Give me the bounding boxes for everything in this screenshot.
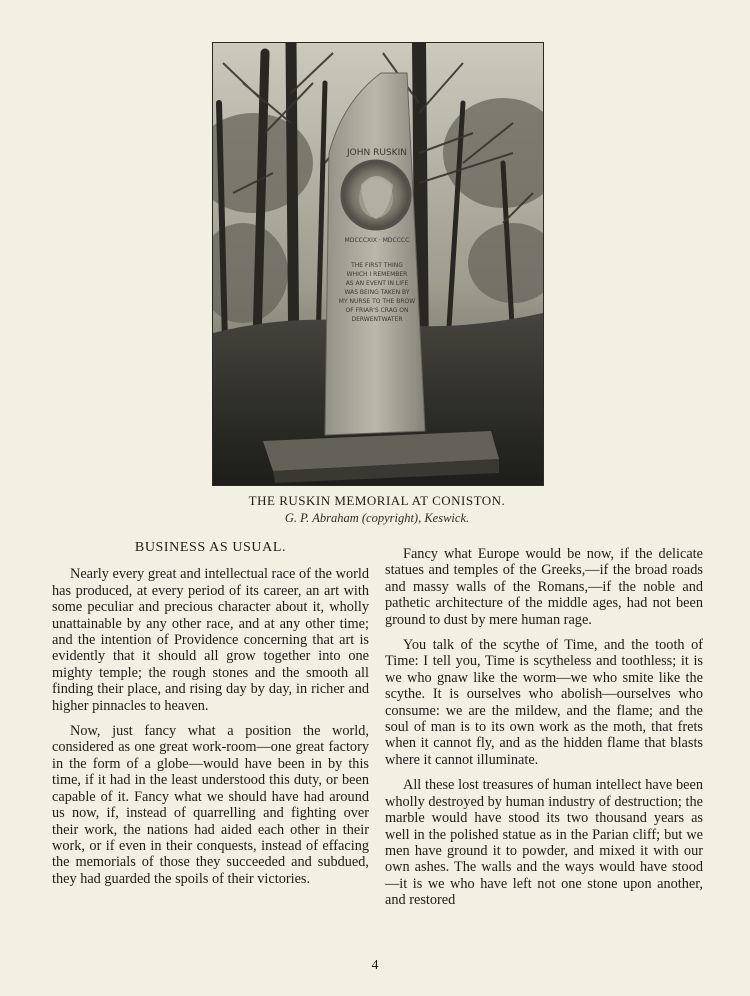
caption-title: THE RUSKIN MEMORIAL AT CONISTON.: [248, 493, 506, 508]
article-paragraph: Fancy what Europe would be now, if the delicate statues and temples of the Greeks,—if the broad roads and massy walls of the Romans,—if the noble and pathetic architecture of the middle ages, had not been ground to dust by mere human rage.: [385, 546, 703, 628]
monument-inscription-line: AS AN EVENT IN LIFE: [345, 280, 409, 287]
monument-inscription-line: MY NURSE TO THE BROW: [338, 298, 416, 305]
photo-caption: [212, 493, 542, 526]
monument-inscription-line: DERWENTWATER: [351, 316, 403, 323]
monument-inscription-line: OF FRIAR'S CRAG ON: [345, 307, 409, 314]
monument-inscription-line: THE FIRST THING: [351, 262, 403, 269]
photo-illustration: [213, 43, 543, 485]
monument-dates-inscription: MDCCCXIX · MDCCCC: [344, 237, 410, 244]
article-paragraph: You talk of the scythe of Time, and the tooth of Time: I tell you, Time is scytheless and toothless; it is we who gnaw like the worm—we who smite like the scythe. It is ourselves who abolish—ourselves who consume: we are the mildew, and the flame; and the soul of man is to its own work as the moth, that frets when it cannot fly, and as the hidden flame that blasts where it cannot illuminate.: [385, 637, 703, 768]
monument-name-inscription: JOHN RUSKIN: [347, 148, 407, 158]
monument-inscription-line: WAS BEING TAKEN BY: [344, 289, 410, 296]
article-paragraph: All these lost treasures of human intellect have been wholly destroyed by human industry of destruction; the marble would have stood its two thousand years as well in the polished statue as in the Parian cliff; but we men have ground it to powder, and mixed it with our own ashes. The walls and the ways would have stood—it is we who have left not one stone upon another, and restored: [385, 777, 703, 909]
caption-credit: G. P. Abraham (copyright), Keswick.: [284, 511, 470, 525]
monument-inscription-line: WHICH I REMEMBER: [346, 271, 408, 278]
article-column-left: [52, 540, 369, 896]
article-paragraph: Nearly every great and intellectual race of the world has produced, at every period of its career, an art with some peculiar and precious character about it, wholly unattainable by any other race, and at any other time; and the intention of Providence concerning that art is evidently that it should all grow together into one mighty temple; the rough stones and the smooth all finding their place, and rising day by day, in richer and higher pinnacles to heaven.: [52, 566, 369, 714]
article-column-right: [385, 546, 703, 918]
article-heading: BUSINESS AS USUAL.: [134, 540, 287, 555]
ruskin-memorial-photo: [212, 42, 544, 486]
article-paragraph: Now, just fancy what a position the world, considered as one great work-room—one great factory in the form of a globe—would have been in by this time, if it had in the least understood this duty, or been capable of it. Fancy what we should have had around us now, if, instead of quarrelling and fighting over their work, the nations had aided each other in their work, or if even in their conquests, instead of effacing the memorials of those they succeeded and subdued, they had guarded the spoils of their victories.: [52, 723, 369, 887]
page-number: 4: [371, 958, 379, 973]
